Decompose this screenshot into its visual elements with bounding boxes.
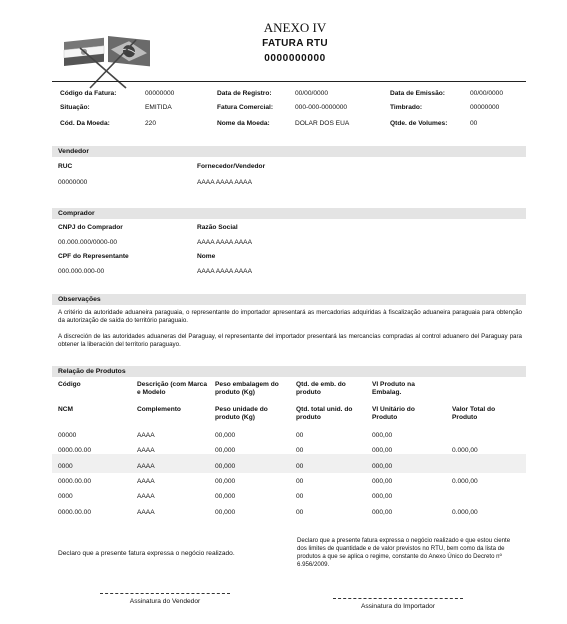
signature-line-importador: [333, 598, 463, 599]
data-registro-label: Data de Registro:: [217, 90, 272, 97]
cnpj-value: 00.000.000/0000-00: [58, 239, 118, 246]
assinatura-vendedor-label: Assinatura do Vendedor: [129, 598, 201, 605]
observacoes-section-header: Observações: [52, 294, 526, 305]
nome-value: AAAA AAAA AAAA: [197, 268, 252, 275]
item-vl-total: 0.000,00: [452, 447, 478, 454]
item-vl-produto: 000,00: [372, 493, 393, 500]
item-vl-unitario: 000,00: [372, 478, 393, 485]
fatura-comercial-value: 000-000-0000000: [295, 104, 348, 111]
data-emissao-label: Data de Emissão:: [390, 90, 445, 97]
cod-moeda-value: 220: [145, 120, 157, 127]
item-peso-emb: 00,000: [215, 493, 236, 500]
document-subtitle: FATURA RTU: [262, 38, 328, 49]
col-peso-unid-header: Peso unidade do produto (Kg): [215, 406, 268, 421]
col-codigo-header: Código: [58, 381, 81, 388]
table-row-stripe: [52, 454, 526, 473]
item-codigo: 0000: [58, 463, 73, 470]
item-vl-unitario: 000,00: [372, 509, 393, 516]
item-vl-total: 0.000,00: [452, 509, 478, 516]
declaracao-importador: Declaro que a presente fatura expressa o negócio realizado e que estou ciente dos limites de quantidade e de valor previstos no RTU, bem como da lista de produtos a que se aplica o regime, constante do Anexo Único do Decreto nº 6.956/2009.: [297, 537, 511, 568]
col-vl-total-header: Valor Total do Produto: [452, 406, 496, 421]
situacao-label: Situação:: [60, 104, 90, 111]
timbrado-label: Timbrado:: [390, 104, 423, 111]
col-complemento-header: Complemento: [137, 406, 181, 413]
qtde-volumes-label: Qtde. de Volumes:: [390, 120, 448, 127]
nome-moeda-label: Nome da Moeda:: [217, 120, 270, 127]
fornecedor-label: Fornecedor/Vendedor: [197, 163, 266, 170]
codigo-fatura-label: Código da Fatura:: [60, 90, 117, 97]
item-vl-produto: 000,00: [372, 463, 393, 470]
ruc-label: RUC: [58, 163, 73, 170]
col-vl-unitario-header: Vl Unitário do Produto: [372, 406, 415, 421]
item-qtd-total: 00: [296, 509, 304, 516]
item-complemento: AAAA: [137, 478, 155, 485]
nome-moeda-value: DOLAR DOS EUA: [295, 120, 350, 127]
item-qtd-total: 00: [296, 478, 304, 485]
declaracao-vendedor: Declaro que a presente fatura expressa o negócio realizado.: [58, 550, 235, 557]
observacao-es: A discreción de las autoridades aduaneras del Paraguay, el representante del importador presentará las mercancías compradas al control aduanero del Paraguay para obtener la liberación del territorio paraguayo.: [58, 333, 522, 348]
signature-line-vendedor: [100, 593, 230, 594]
item-vl-produto: 000,00: [372, 432, 393, 439]
item-ncm: 0000.00.00: [58, 509, 92, 516]
item-descricao: AAAA: [137, 432, 155, 439]
assinatura-importador-label: Assinatura do Importador: [360, 603, 436, 610]
produtos-section-header: Relação de Produtos: [52, 366, 526, 377]
fatura-comercial-label: Fatura Comercial:: [217, 104, 274, 111]
item-descricao: AAAA: [137, 463, 155, 470]
item-qtd-emb: 00: [296, 463, 304, 470]
col-vl-produto-header: Vl Produto na Embalag.: [372, 381, 415, 396]
nome-label: Nome: [197, 253, 216, 260]
comprador-section-header: Comprador: [52, 208, 526, 219]
item-complemento: AAAA: [137, 509, 155, 516]
item-peso-unid: 00,000: [215, 509, 236, 516]
ruc-value: 00000000: [58, 179, 88, 186]
item-peso-unid: 00,000: [215, 447, 236, 454]
col-qtd-emb-header: Qtd. de emb. do produto: [296, 381, 346, 396]
item-peso-unid: 00,000: [215, 478, 236, 485]
item-ncm: 0000.00.00: [58, 447, 92, 454]
document-number: 0000000000: [264, 53, 326, 64]
timbrado-value: 00000000: [470, 104, 500, 111]
item-vl-unitario: 000,00: [372, 447, 393, 454]
cpf-label: CPF do Representante: [58, 253, 129, 260]
fornecedor-value: AAAA AAAA AAAA: [197, 179, 252, 186]
razao-social-value: AAAA AAAA AAAA: [197, 239, 252, 246]
col-peso-emb-header: Peso embalagem do produto (Kg): [215, 381, 279, 396]
item-codigo: 0000: [58, 493, 73, 500]
item-ncm: 0000.00.00: [58, 478, 92, 485]
codigo-fatura-value: 00000000: [145, 90, 175, 97]
item-descricao: AAAA: [137, 493, 155, 500]
situacao-value: EMITIDA: [145, 104, 172, 111]
item-peso-emb: 00,000: [215, 463, 236, 470]
observacao-pt: A critério da autoridade aduaneira paraguaia, o representante do importador apresentará as mercadorias adquiridas à fiscalização aduaneira paraguaia para obtenção da autorização de saída do território paraguaio.: [58, 309, 522, 324]
header-divider: [52, 81, 526, 82]
col-ncm-header: NCM: [58, 406, 74, 413]
cod-moeda-label: Cód. Da Moeda:: [60, 120, 110, 127]
document-title: ANEXO IV: [263, 20, 327, 35]
col-descricao-header: Descrição (com Marca e Modelo: [137, 381, 208, 396]
item-vl-total: 0.000,00: [452, 478, 478, 485]
col-qtd-total-header: Qtd. total unid. do produto: [296, 406, 353, 421]
qtde-volumes-value: 00: [470, 120, 478, 127]
item-codigo: 00000: [58, 432, 77, 439]
item-qtd-emb: 00: [296, 493, 304, 500]
item-complemento: AAAA: [137, 447, 155, 454]
data-emissao-value: 00/00/0000: [470, 90, 504, 97]
item-qtd-emb: 00: [296, 432, 304, 439]
cpf-value: 000.000.000-00: [58, 268, 105, 275]
item-peso-emb: 00,000: [215, 432, 236, 439]
razao-social-label: Razão Social: [197, 224, 238, 231]
item-qtd-total: 00: [296, 447, 304, 454]
cnpj-label: CNPJ do Comprador: [58, 224, 123, 231]
vendedor-section-header: Vendedor: [52, 146, 526, 157]
data-registro-value: 00/00/0000: [295, 90, 329, 97]
